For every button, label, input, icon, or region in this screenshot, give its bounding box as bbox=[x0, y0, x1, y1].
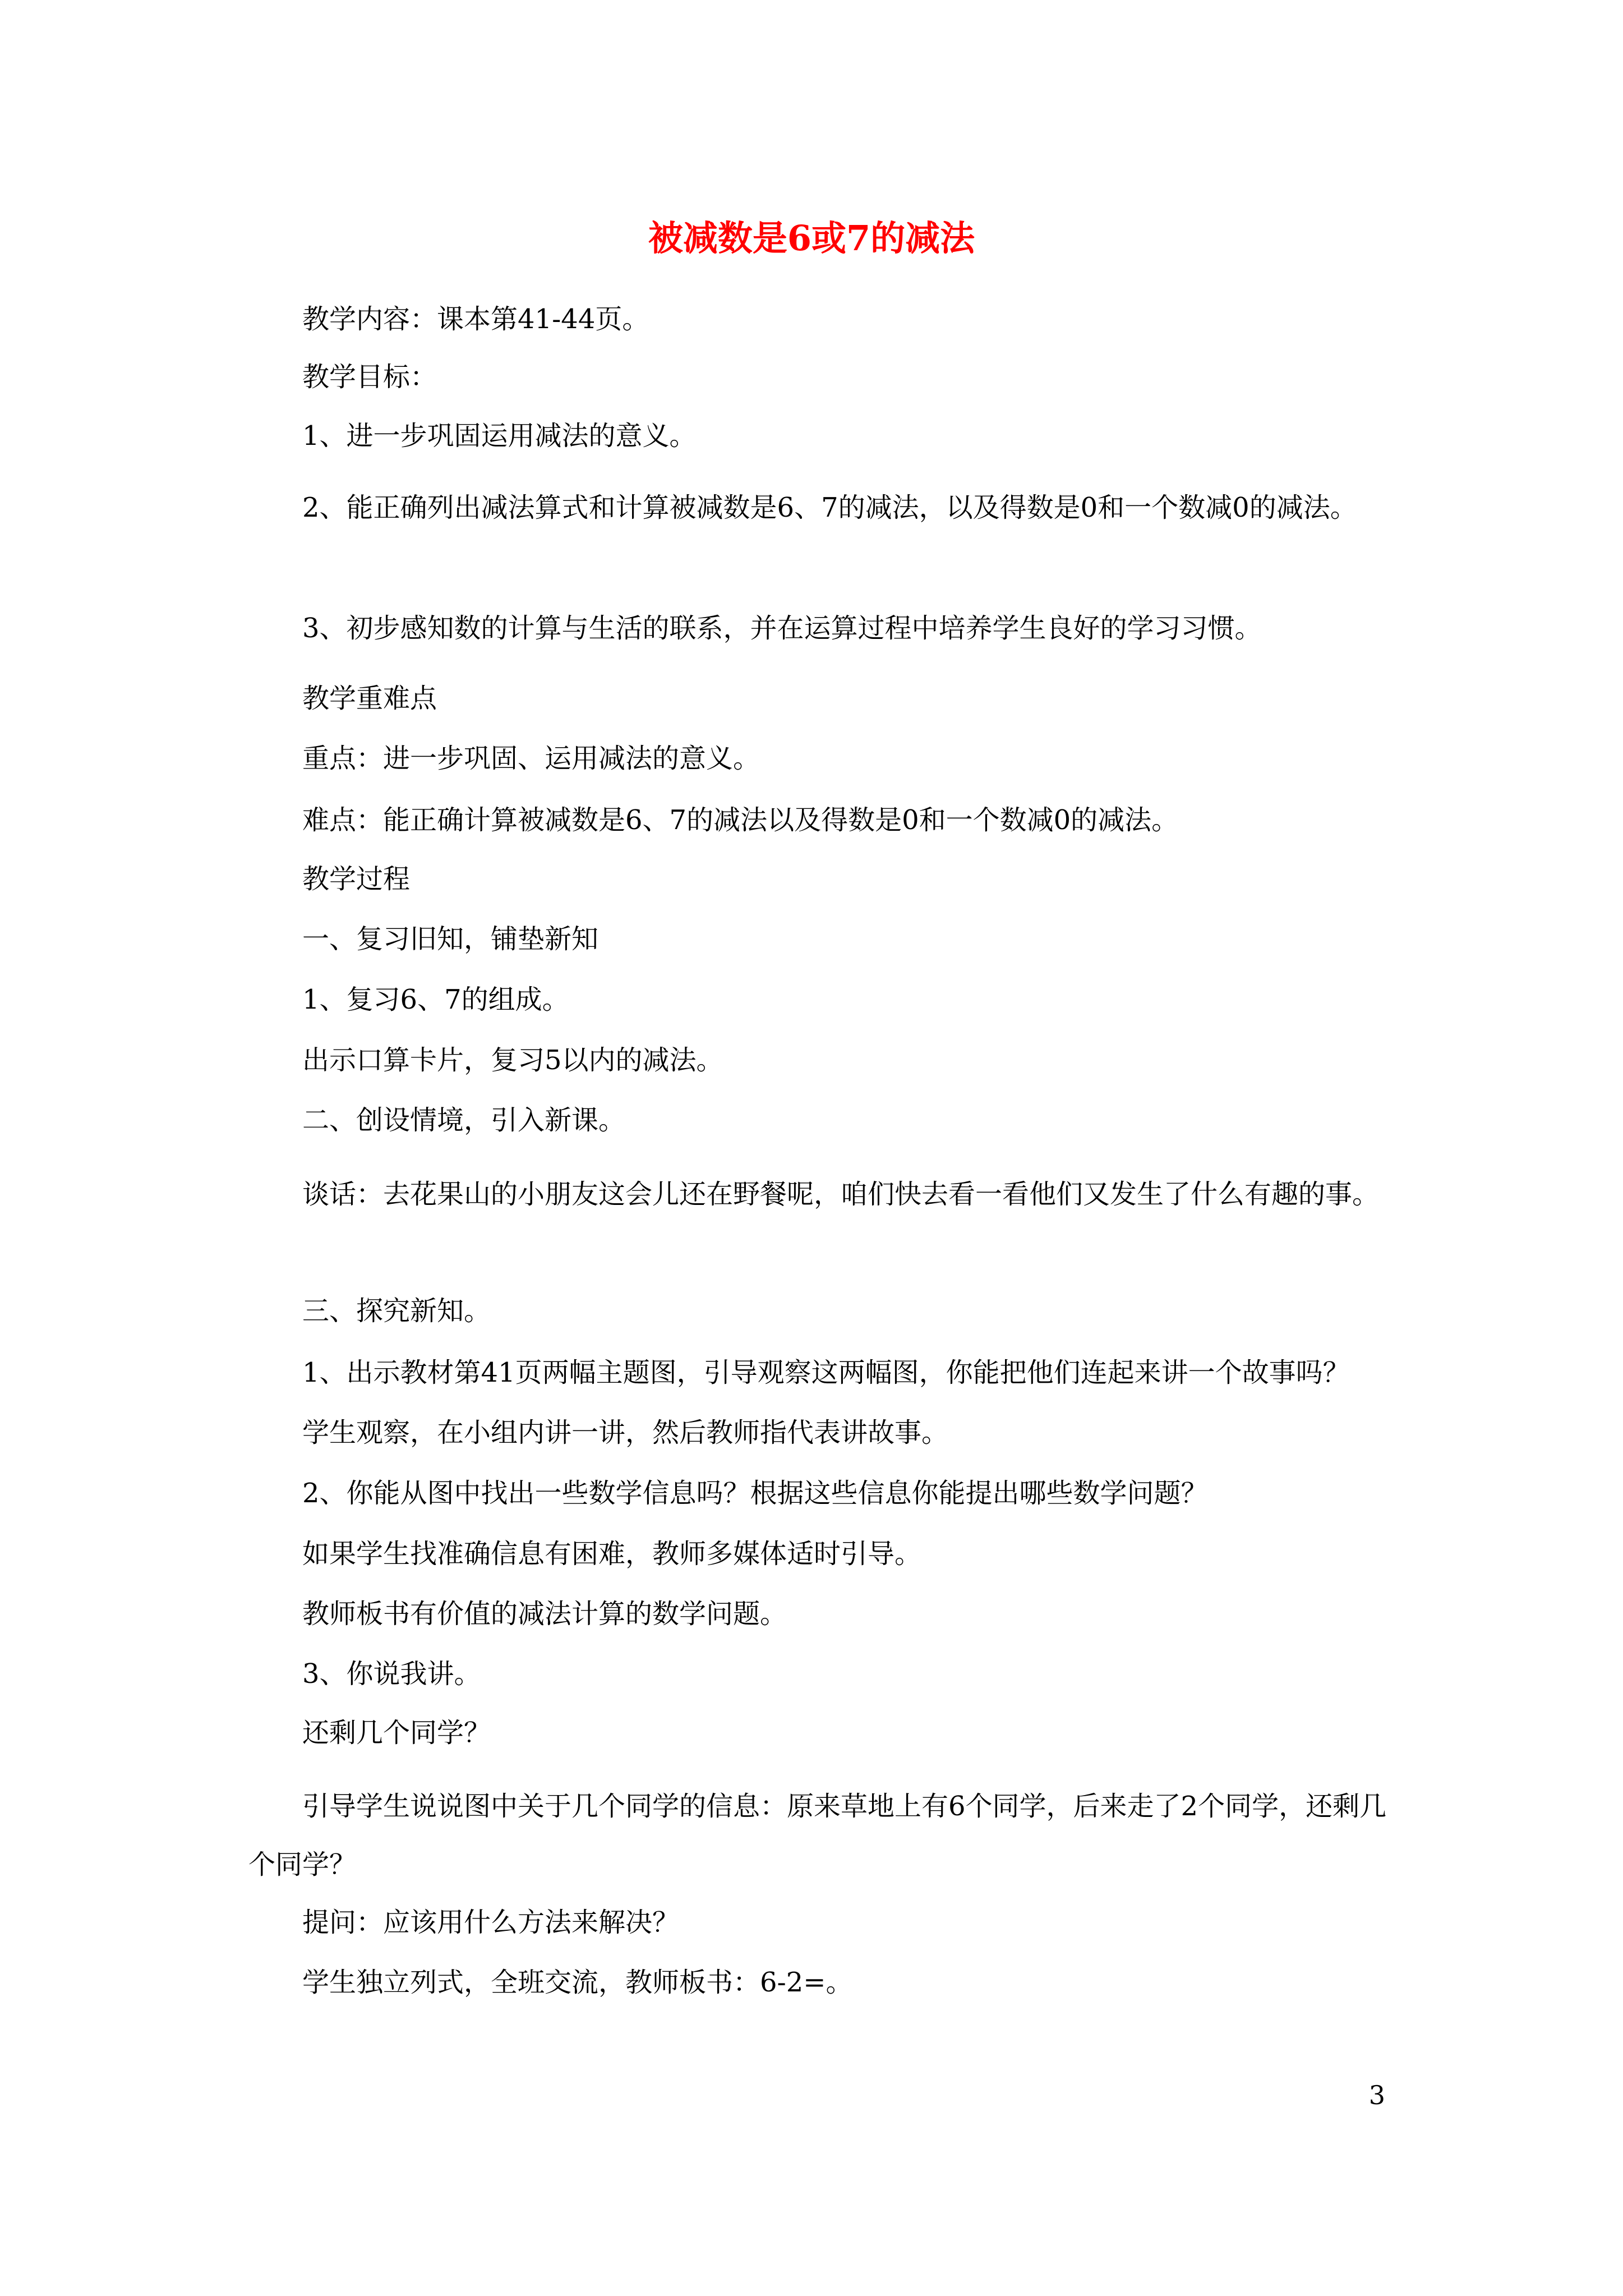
paragraph-goal-3: 3、初步感知数的计算与生活的联系，并在运算过程中培养学生良好的学习习惯。 bbox=[302, 613, 1262, 644]
paragraph-review-composition: 1、复习6、7的组成。 bbox=[302, 984, 569, 1015]
paragraph-find-information: 2、你能从图中找出一些数学信息吗？根据这些信息你能提出哪些数学问题？ bbox=[302, 1478, 1208, 1509]
paragraph-independent-formula: 学生独立列式，全班交流，教师板书：6-2=。 bbox=[302, 1967, 853, 1998]
paragraph-teaching-content: 教学内容：课本第41-44页。 bbox=[302, 303, 649, 335]
paragraph-goal-1: 1、进一步巩固运用减法的意义。 bbox=[302, 420, 697, 452]
paragraph-section-1: 一、复习旧知，铺垫新知 bbox=[302, 923, 599, 955]
paragraph-goal-2: 2、能正确列出减法算式和计算被减数是6、7的减法，以及得数是0和一个数减0的减法。 bbox=[302, 492, 1357, 523]
paragraph-multimedia-guide: 如果学生找准确信息有困难，教师多媒体适时引导。 bbox=[302, 1538, 922, 1570]
page-number: 3 bbox=[1368, 2080, 1385, 2110]
paragraph-how-many-left: 还剩几个同学？ bbox=[302, 1717, 491, 1749]
paragraph-students-observe: 学生观察，在小组内讲一讲，然后教师指代表讲故事。 bbox=[302, 1417, 949, 1448]
paragraph-section-3: 三、探究新知。 bbox=[302, 1295, 491, 1327]
paragraph-you-say-i-tell: 3、你说我讲。 bbox=[302, 1658, 481, 1690]
paragraph-process-heading: 教学过程 bbox=[302, 863, 411, 895]
document-title: 被减数是6或7的减法 bbox=[648, 218, 975, 259]
paragraph-guide-students: 引导学生说说图中关于几个同学的信息：原来草地上有6个同学，后来走了2个同学，还剩几个同学？ bbox=[248, 1791, 1387, 1880]
paragraph-question-method: 提问：应该用什么方法来解决？ bbox=[302, 1907, 680, 1938]
paragraph-blackboard-questions: 教师板书有价值的减法计算的数学问题。 bbox=[302, 1598, 787, 1630]
paragraph-theme-pictures: 1、出示教材第41页两幅主题图，引导观察这两幅图，你能把他们连起来讲一个故事吗？ bbox=[302, 1357, 1350, 1388]
paragraph-conversation: 谈话：去花果山的小朋友这会儿还在野餐呢，咱们快去看一看他们又发生了什么有趣的事。 bbox=[302, 1179, 1380, 1210]
paragraph-teaching-goals-heading: 教学目标： bbox=[302, 361, 437, 393]
paragraph-key-difficult-heading: 教学重难点 bbox=[302, 683, 437, 714]
paragraph-oral-cards: 出示口算卡片，复习5以内的减法。 bbox=[302, 1045, 723, 1076]
paragraph-section-2: 二、创设情境，引入新课。 bbox=[302, 1105, 626, 1136]
paragraph-key-point: 重点：进一步巩固、运用减法的意义。 bbox=[302, 743, 760, 774]
paragraph-difficult-point: 难点：能正确计算被减数是6、7的减法以及得数是0和一个数减0的减法。 bbox=[302, 804, 1179, 836]
